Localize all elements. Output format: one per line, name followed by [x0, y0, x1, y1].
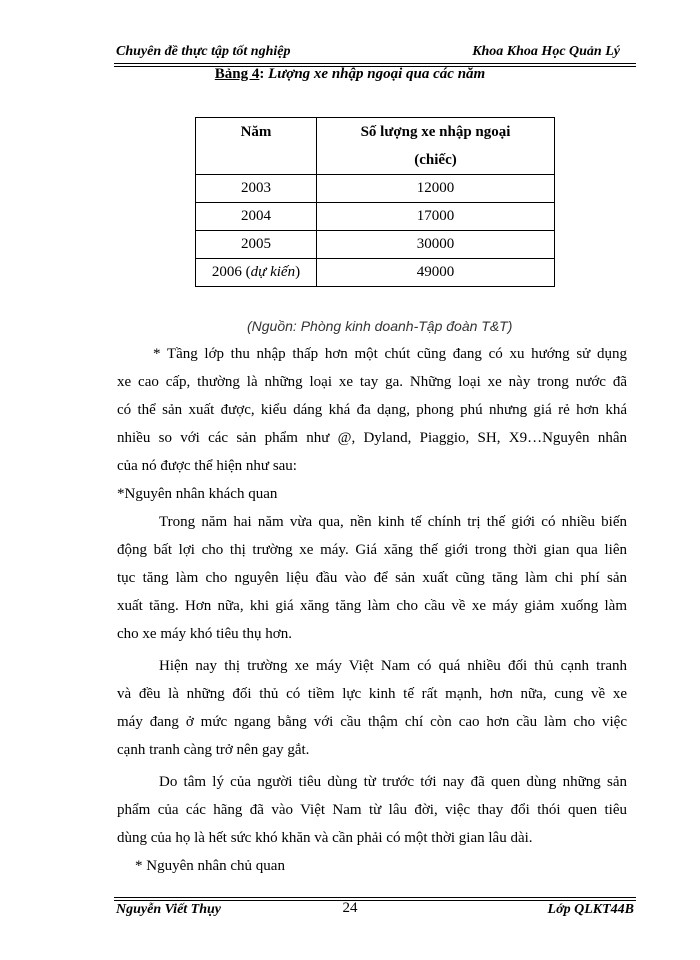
cell-quantity: 17000: [317, 203, 555, 231]
table-caption: [0, 66, 700, 83]
paragraph-higher-income: [117, 340, 627, 480]
paragraph-line: *Nguyên nhân khách quan: [117, 486, 278, 502]
paragraph-line: và đều là những đối thủ có tiềm lực kinh tế rất mạnh, hơn nữa, cung về xe: [117, 686, 627, 702]
table-header-row: [196, 118, 555, 175]
paragraph-line: động bất lợi cho thị trường xe máy. Giá xăng thế giới trong thời gian qua liên: [117, 542, 627, 558]
cell-year-value: 2006: [211, 264, 242, 280]
footer-rule: [114, 897, 636, 898]
paragraph-line: tục tăng làm cho nguyên liệu đầu vào để sản xuất cũng tăng làm chi phí sản: [117, 570, 627, 586]
table-row: [196, 175, 555, 203]
header-rule: [114, 63, 636, 64]
cell-year: 2006 (dự kiến): [196, 259, 317, 287]
footer-class: Lớp QLKT44B: [547, 902, 634, 917]
cell-quantity: 12000: [317, 175, 555, 203]
table-caption-label: Bảng 4: [214, 66, 260, 82]
cell-quantity: 30000: [317, 231, 555, 259]
paragraph-line: xuất tăng. Hơn nữa, khi giá xăng tăng làm cho cầu về xe máy giảm xuống làm: [117, 598, 627, 614]
heading-objective-causes: [117, 480, 627, 508]
paragraph-consumer-habits: [117, 768, 627, 852]
page-number: 24: [342, 900, 358, 916]
header-quantity: [317, 118, 555, 175]
table-row: [196, 259, 555, 287]
paragraph-line: * Nguyên nhân chủ quan: [135, 858, 285, 874]
paragraph-line: dùng của họ là hết sức khó khăn và cần phải có một thời gian lâu dài.: [117, 830, 533, 846]
header-left: Chuyên đề thực tập tốt nghiệp: [116, 44, 291, 59]
table-row: [196, 203, 555, 231]
import-table: [195, 117, 555, 287]
paragraph-line: Do tâm lý của người tiêu dùng từ trước tới nay đã quen dùng những sản: [159, 774, 627, 790]
cell-year: 2005: [196, 231, 317, 259]
header-year: Năm: [196, 118, 317, 175]
heading-subjective-causes: [117, 852, 627, 880]
paragraph-competition: [117, 652, 627, 764]
paragraph-line: máy đang ở mức ngang bằng với cầu thậm chí còn cao hơn cầu làm cho việc: [117, 714, 627, 730]
paragraph-line: nhiều so với các sản phẩm như @, Dyland, Piaggio, SH, X9…Nguyên nhân: [117, 430, 627, 446]
paragraph-line: xe cao cấp, thường là những loại xe tay ga. Những loại xe này trong nước đã: [117, 374, 627, 390]
paragraph-line: cạnh tranh càng trở nên gay gắt.: [117, 742, 310, 758]
paragraph-line: của nó được thể hiện như sau:: [117, 458, 297, 474]
cell-year: 2003: [196, 175, 317, 203]
paragraph-line: cho xe máy khó tiêu thụ hơn.: [117, 626, 292, 642]
table-caption-separator: :: [259, 66, 265, 82]
paragraph-line: * Tầng lớp thu nhập thấp hơn một chút cũng đang có xu hướng sử dụng: [153, 346, 627, 362]
table-row: [196, 231, 555, 259]
header-quantity-line1: Số lượng xe nhập ngoại: [360, 124, 511, 140]
header-right: Khoa Khoa Học Quản Lý: [472, 44, 620, 59]
paragraph-world-economy: [117, 508, 627, 648]
paragraph-line: có thể sản xuất được, kiểu dáng khá đa dạng, phong phú nhưng giá rẻ hơn khá: [117, 402, 627, 418]
paragraph-line: Trong năm hai năm vừa qua, nền kinh tế chính trị thế giới có nhiều biến: [159, 514, 627, 530]
table-caption-title: Lượng xe nhập ngoại qua các năm: [268, 66, 486, 82]
cell-year: 2004: [196, 203, 317, 231]
footer-author: Nguyễn Viết Thụy: [116, 902, 222, 917]
paragraph-line: phẩm của các hãng đã vào Việt Nam từ lâu đời, việc thay đổi thói quen tiêu: [117, 802, 627, 818]
cell-year-note: dự kiến: [250, 264, 296, 280]
header-quantity-line2: (chiếc): [414, 152, 457, 168]
body-text: [117, 340, 627, 880]
paragraph-line: Hiện nay thị trường xe máy Việt Nam có quá nhiều đối thủ cạnh tranh: [159, 658, 627, 674]
table-source: (Nguồn: Phòng kinh doanh-Tập đoàn T&T): [247, 318, 513, 334]
cell-quantity: 49000: [317, 259, 555, 287]
